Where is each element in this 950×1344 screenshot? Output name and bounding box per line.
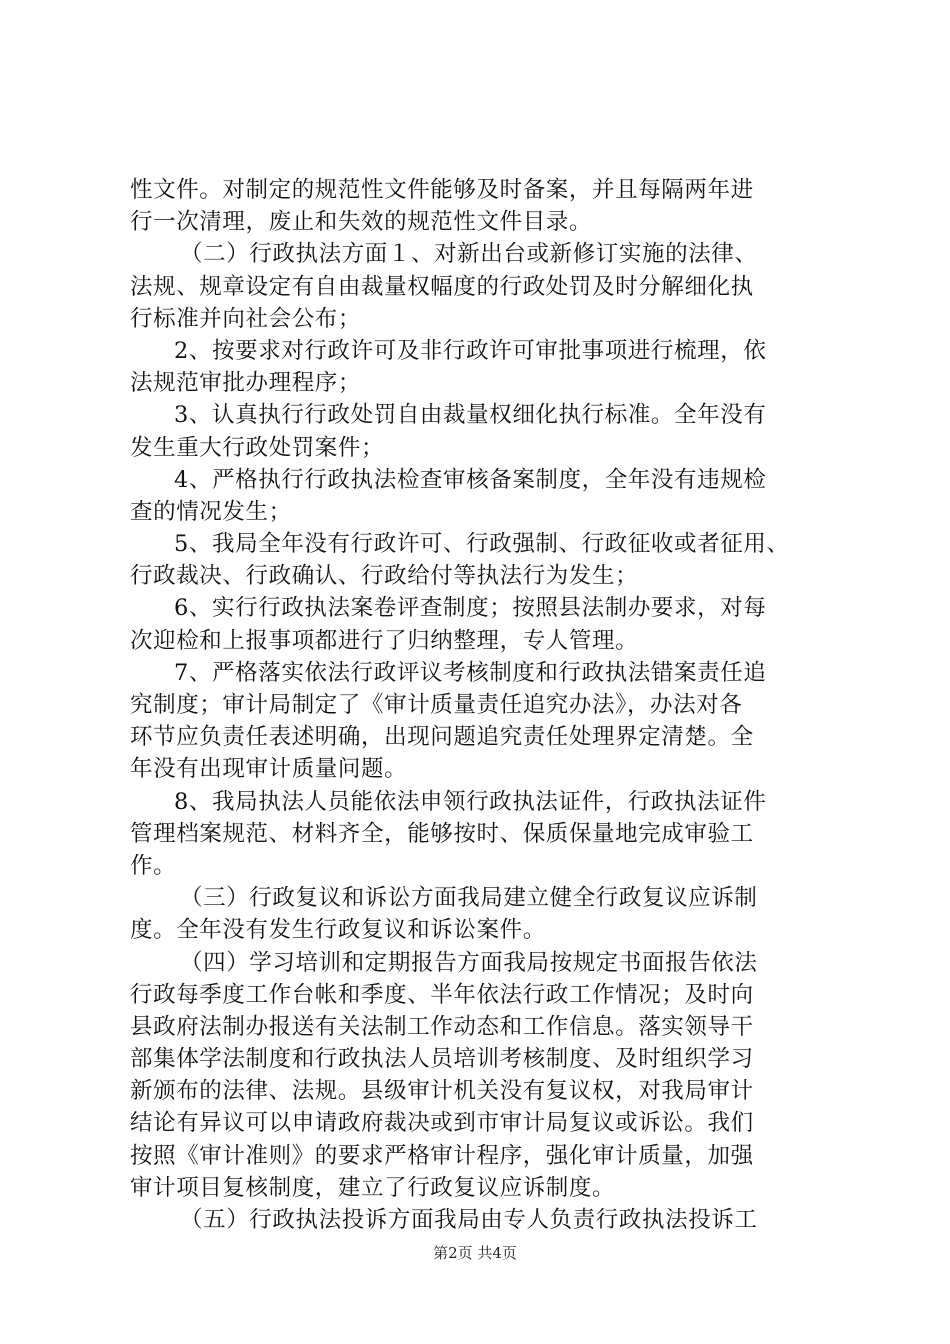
text-line: （四）学习培训和定期报告方面我局按规定书面报告依法 <box>180 949 758 976</box>
text-line: 6、实行行政执法案卷评查制度；按照县法制办要求，对每 <box>174 595 767 622</box>
text-line: 部集体学法制度和行政执法人员培训考核制度、及时组织学习 <box>130 1046 754 1073</box>
text-line: 7、严格落实依法行政评议考核制度和行政执法错案责任追 <box>174 659 767 686</box>
text-line: 管理档案规范、材料齐全，能够按时、保质保量地完成审验工 <box>130 820 754 847</box>
text-line: 结论有异议可以申请政府裁决或到市审计局复议或诉讼。我们 <box>130 1110 754 1137</box>
text-line: 行政每季度工作台帐和季度、半年依法行政工作情况；及时向 <box>130 981 754 1008</box>
text-line: 度。全年没有发生行政复议和诉讼案件。 <box>130 917 546 944</box>
text-line: 查的情况发生； <box>130 498 292 525</box>
text-line: 按照《审计准则》的要求严格审计程序，强化审计质量，加强 <box>130 1142 754 1169</box>
text-line: 行标准并向社会公布； <box>130 305 362 332</box>
text-line: 次迎检和上报事项都进行了归纳整理，专人管理。 <box>130 627 639 654</box>
text-line: 3、认真执行行政处罚自由裁量权细化执行标准。全年没有 <box>174 402 767 429</box>
text-line: 环节应负责任表述明确，出现问题追究责任处理界定清楚。全 <box>130 724 754 751</box>
text-line: 法规范审批办理程序； <box>130 370 362 397</box>
text-line: 审计项目复核制度，建立了行政复议应诉制度。 <box>130 1174 616 1201</box>
text-line: 8、我局执法人员能依法申领行政执法证件，行政执法证件 <box>174 788 767 815</box>
document-body <box>130 174 845 1236</box>
text-line: 作。 <box>130 852 177 879</box>
text-line: 县政府法制办报送有关法制工作动态和工作信息。落实领导干 <box>130 1013 754 1040</box>
text-line: 行政裁决、行政确认、行政给付等执法行为发生； <box>130 563 639 590</box>
text-line: 法规、规章设定有自由裁量权幅度的行政处罚及时分解细化执 <box>130 273 754 300</box>
text-line: 5、我局全年没有行政许可、行政强制、行政征收或者征用、 <box>174 531 790 558</box>
text-line: 4、严格执行行政执法检查审核备案制度，全年没有违规检 <box>174 466 767 493</box>
page-footer: 第2页 共4页 <box>433 1244 517 1262</box>
text-line: 性文件。对制定的规范性文件能够及时备案，并且每隔两年进 <box>130 177 754 203</box>
text-line: （五）行政执法投诉方面我局由专人负责行政执法投诉工 <box>180 1207 758 1233</box>
text-line: 究制度；审计局制定了《审计质量责任追究办法》，办法对各 <box>130 692 743 718</box>
text-line: 年没有出现审计质量问题。 <box>130 756 408 783</box>
text-line: 发生重大行政处罚案件； <box>130 434 385 461</box>
text-line: 2、按要求对行政许可及非行政许可审批事项进行梳理，依 <box>174 337 767 364</box>
text-line: （二）行政执法方面１、对新出台或新修订实施的法律、 <box>180 241 758 268</box>
text-line: （三）行政复议和诉讼方面我局建立健全行政复议应诉制 <box>180 885 758 912</box>
text-line: 行一次清理，废止和失效的规范性文件目录。 <box>130 209 593 236</box>
text-line: 新颁布的法律、法规。县级审计机关没有复议权，对我局审计 <box>130 1078 754 1105</box>
